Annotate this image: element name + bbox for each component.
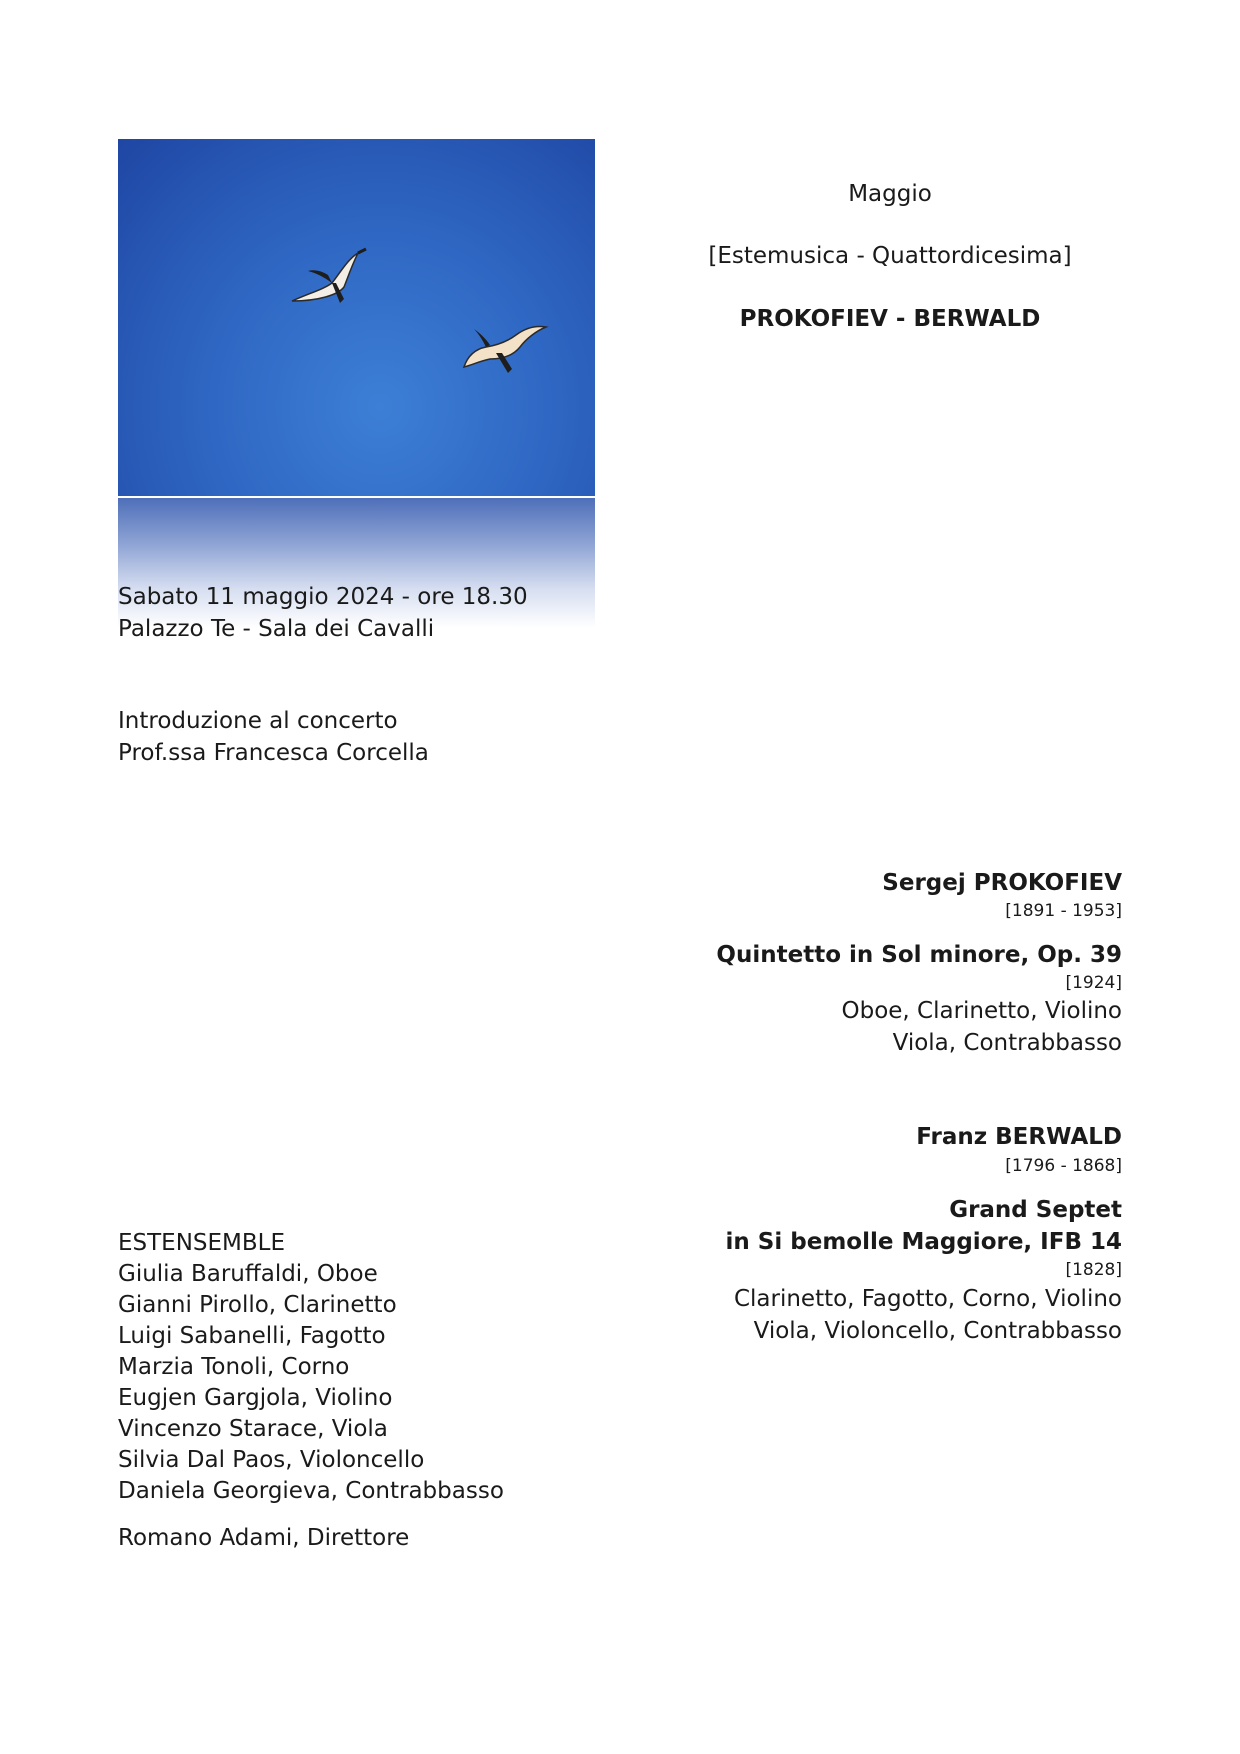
- composer-name: Sergej PROKOFIEV: [882, 870, 1122, 896]
- event-venue: Palazzo Te - Sala dei Cavalli: [118, 616, 435, 642]
- concert-title: PROKOFIEV - BERWALD: [739, 306, 1041, 332]
- work-title: Quintetto in Sol minore, Op. 39: [716, 942, 1122, 968]
- composer-dates: [1796 - 1868]: [1005, 1156, 1122, 1176]
- ensemble-director: Romano Adami, Direttore: [118, 1525, 410, 1551]
- work-instruments: Clarinetto, Fagotto, Corno, Violino: [733, 1286, 1122, 1312]
- month-label: Maggio: [848, 181, 932, 207]
- ensemble-member: Giulia Baruffaldi, Oboe: [118, 1261, 378, 1287]
- work-instruments: Viola, Contrabbasso: [892, 1030, 1122, 1056]
- event-date: Sabato 11 maggio 2024 - ore 18.30: [118, 584, 528, 610]
- cover-photo: [118, 139, 595, 496]
- bird-icon: [460, 315, 550, 385]
- ensemble-member: Eugjen Gargjola, Violino: [118, 1385, 393, 1411]
- ensemble-member: Gianni Pirollo, Clarinetto: [118, 1292, 397, 1318]
- ensemble-member: Marzia Tonoli, Corno: [118, 1354, 350, 1380]
- ensemble-member: Daniela Georgieva, Contrabbasso: [118, 1478, 504, 1504]
- work-title: in Si bemolle Maggiore, IFB 14: [725, 1229, 1122, 1255]
- work-title: Grand Septet: [949, 1197, 1122, 1223]
- ensemble-name: ESTENSEMBLE: [118, 1230, 286, 1256]
- work-year: [1828]: [1065, 1260, 1122, 1280]
- ensemble-member: Vincenzo Starace, Viola: [118, 1416, 388, 1442]
- composer-name: Franz BERWALD: [916, 1124, 1122, 1150]
- bird-icon: [288, 247, 378, 317]
- series-label: [Estemusica - Quattordicesima]: [708, 243, 1072, 269]
- introduction-label: Introduzione al concerto: [118, 708, 398, 734]
- introduction-speaker: Prof.ssa Francesca Corcella: [118, 740, 429, 766]
- work-year: [1924]: [1065, 973, 1122, 993]
- work-instruments: Viola, Violoncello, Contrabbasso: [753, 1318, 1122, 1344]
- composer-dates: [1891 - 1953]: [1005, 901, 1122, 921]
- work-instruments: Oboe, Clarinetto, Violino: [841, 998, 1122, 1024]
- ensemble-member: Silvia Dal Paos, Violoncello: [118, 1447, 425, 1473]
- ensemble-member: Luigi Sabanelli, Fagotto: [118, 1323, 386, 1349]
